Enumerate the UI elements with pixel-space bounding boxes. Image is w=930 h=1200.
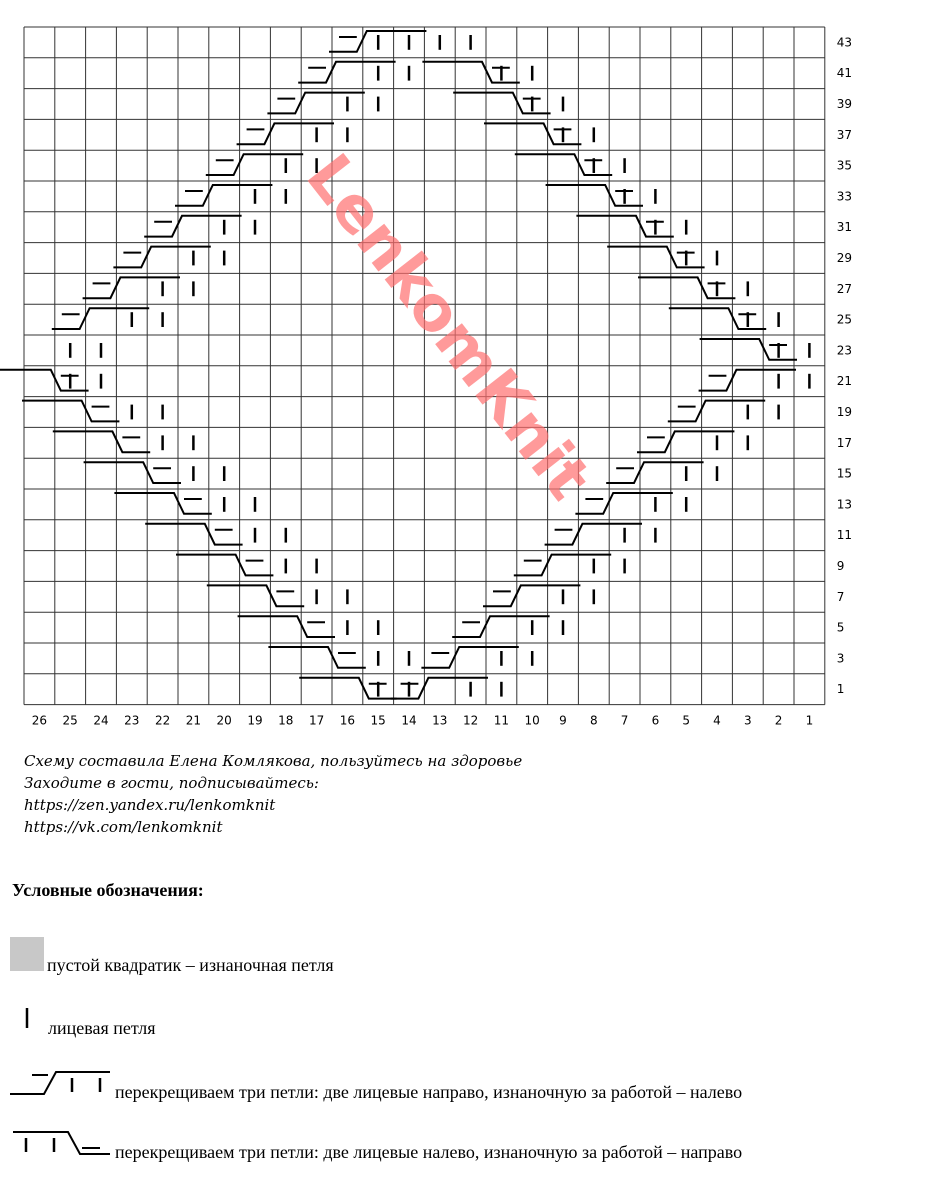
cross-right-symbol: [298, 62, 395, 83]
cross-right-symbol: [52, 308, 149, 329]
cross-left-symbol: [176, 555, 273, 576]
legend-purl-text: пустой квадратик – изнаночная петля: [47, 955, 334, 975]
cross-left-symbol: [546, 185, 643, 206]
cross-left-symbol: [268, 647, 365, 668]
column-number: 6: [651, 713, 660, 728]
cross-right-symbol: [175, 185, 272, 206]
row-number: 7: [836, 589, 845, 604]
row-number: 35: [836, 158, 853, 173]
purl-swatch-icon: [10, 937, 44, 971]
row-number: 19: [836, 405, 853, 419]
row-number: 25: [836, 312, 853, 327]
zen-link[interactable]: https://zen.yandex.ru/lenkomknit: [24, 796, 276, 814]
column-number: 22: [154, 713, 171, 728]
column-number: 3: [743, 713, 752, 728]
column-number: 24: [93, 713, 109, 728]
column-number: 9: [559, 713, 567, 728]
column-number: 14: [401, 713, 417, 728]
row-numbers: [837, 35, 852, 696]
column-number: 25: [62, 713, 78, 728]
cross-right-symbol: [575, 493, 672, 514]
legend-cross-left-text: перекрещиваем три петли: две лицевые налево, изнаночную за работой – направо: [115, 1142, 743, 1162]
author-line: Схему составила Елена Комлякова, пользуйтесь на здоровье: [24, 752, 523, 770]
knit-stitch-icon: [10, 1006, 40, 1036]
cross-left-symbol: [638, 277, 735, 298]
row-number: 9: [836, 559, 845, 573]
cross-right-symbol: [606, 462, 703, 483]
legend-title: Условные обозначения:: [12, 880, 204, 900]
row-number: 31: [836, 220, 853, 235]
legend-knit: [10, 1006, 310, 1046]
cross-left-symbol: [53, 431, 150, 452]
cross-left-symbol: [422, 62, 519, 83]
cross-right-symbol: [83, 277, 180, 298]
cross-left-symbol: [299, 678, 396, 699]
cross-left-symbol: [700, 339, 797, 360]
row-number: 13: [836, 497, 853, 512]
column-number: 5: [682, 713, 691, 728]
cross-right-symbol: [237, 123, 334, 144]
column-number: 16: [339, 713, 356, 728]
cross-left-symbol: [607, 247, 704, 268]
cross-left-symbol: [515, 154, 612, 175]
column-number: 12: [462, 713, 479, 728]
legend-cross-right-text: перекрещиваем три петли: две лицевые направо, изнаночную за работой – налево: [115, 1082, 743, 1102]
column-numbers: [32, 714, 813, 728]
cross-right-icon: [10, 1068, 115, 1102]
row-number: 17: [836, 435, 853, 450]
column-number: 10: [524, 713, 540, 728]
column-number: 26: [31, 713, 48, 728]
row-number: 41: [836, 66, 853, 81]
cross-left-symbol: [0, 370, 89, 391]
cross-right-symbol: [206, 154, 303, 175]
author-note: [24, 750, 724, 838]
row-number: 37: [836, 127, 853, 142]
cross-right-symbol: [514, 555, 611, 576]
column-number: 13: [432, 713, 448, 728]
column-number: 1: [805, 713, 814, 728]
cross-left-symbol: [145, 524, 242, 545]
column-number: 17: [308, 713, 325, 728]
column-number: 23: [124, 713, 140, 728]
cross-right-symbol: [637, 431, 734, 452]
cross-right-symbol: [668, 401, 765, 422]
row-number: 33: [836, 189, 853, 204]
cross-right-symbol: [421, 647, 518, 668]
row-number: 23: [836, 343, 853, 358]
row-number: 29: [836, 251, 853, 265]
column-number: 21: [185, 713, 202, 728]
row-number: 39: [836, 97, 853, 111]
column-number: 4: [713, 713, 721, 728]
cross-left-symbol: [669, 308, 766, 329]
cross-right-symbol: [699, 370, 796, 391]
watermark: LenkomKnit: [292, 140, 606, 513]
row-number: 1: [836, 682, 845, 697]
vk-link[interactable]: https://vk.com/lenkomknit: [24, 818, 223, 836]
legend-cross-left: [10, 1128, 910, 1168]
row-number: 11: [836, 528, 853, 543]
row-number: 5: [836, 620, 845, 635]
cross-left-symbol: [453, 93, 550, 114]
column-number: 7: [620, 713, 629, 728]
cross-right-symbol: [483, 585, 580, 606]
row-number: 15: [836, 466, 853, 481]
cross-left-symbol: [576, 216, 673, 237]
cross-left-symbol: [207, 585, 304, 606]
invite-line: Заходите в гости, подписывайтесь:: [24, 774, 319, 792]
cross-right-symbol: [267, 93, 364, 114]
cross-right-symbol: [144, 216, 241, 237]
cross-right-symbol: [113, 247, 210, 268]
column-number: 20: [216, 713, 232, 728]
column-number: 19: [247, 713, 263, 728]
cross-left-symbol: [114, 493, 211, 514]
chart-symbols: [0, 31, 809, 699]
legend-knit-text: лицевая петля: [48, 1018, 156, 1038]
cross-right-symbol: [545, 524, 642, 545]
column-number: 2: [774, 713, 783, 728]
cross-right-symbol: [391, 678, 488, 699]
cross-right-symbol: [452, 616, 549, 637]
cross-left-symbol: [238, 616, 335, 637]
column-number: 11: [493, 713, 510, 728]
row-number: 3: [836, 651, 845, 666]
row-number: 21: [836, 374, 853, 389]
row-number: 43: [836, 35, 853, 50]
column-number: 18: [278, 713, 294, 728]
chart-grid: [24, 27, 825, 705]
column-number: 15: [370, 713, 386, 728]
legend-cross-right: [10, 1068, 910, 1108]
row-number: 27: [836, 281, 853, 296]
column-number: 8: [589, 713, 598, 728]
cross-left-symbol: [84, 462, 181, 483]
cross-left-symbol: [484, 123, 581, 144]
cross-left-symbol: [22, 401, 119, 422]
cross-left-icon: [10, 1128, 115, 1162]
